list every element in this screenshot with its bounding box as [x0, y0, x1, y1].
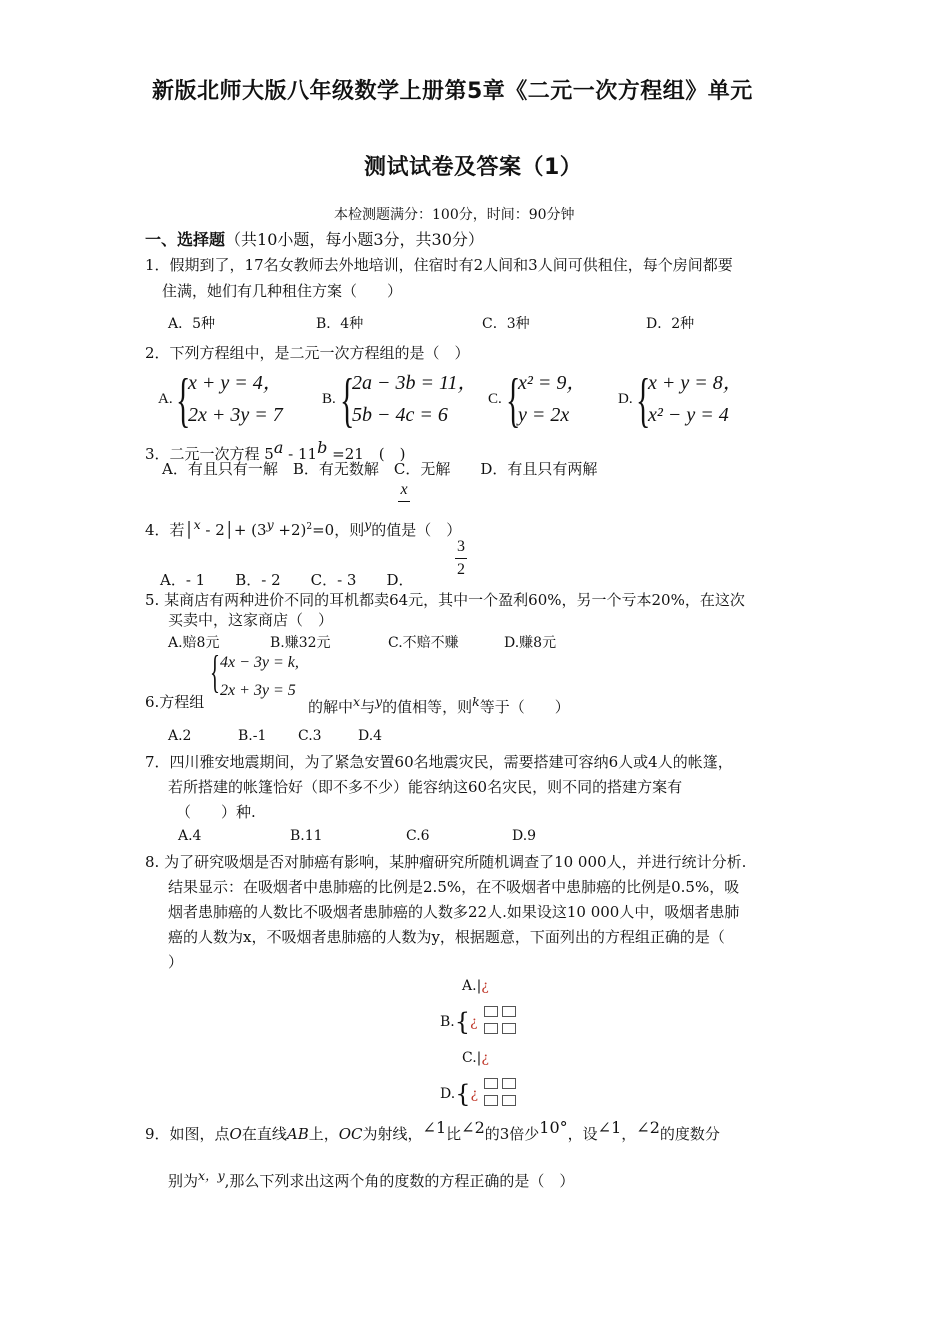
q7-option-a: A.4 — [178, 828, 202, 844]
q4-stem-a: 4．若│ — [145, 521, 194, 539]
q6-eq1: 4x − 3y = k, — [220, 654, 299, 671]
q9-text-a: 9．如图，点 — [145, 1125, 230, 1143]
q8-line1: 8. 为了研究吸烟是否对肺癌有影响，某肿瘤研究所随机调查了10 000人，并进行统计分析. — [145, 853, 747, 871]
q3-stem-text: 3．二元一次方程 5 — [145, 445, 274, 463]
q2-stem: 2．下列方程组中，是二元一次方程组的是（ ） — [145, 344, 470, 362]
q7-line3: （ ）种. — [176, 803, 256, 821]
q2-system-b-eq2: 5b − 4c = 6 — [352, 404, 448, 426]
q6-option-a: A.2 — [168, 728, 192, 744]
q9-angle1: ∠1 — [422, 1118, 447, 1137]
q9-line2 — [168, 1166, 574, 1191]
q6-eq2: 2x + 3y = 5 — [220, 682, 296, 699]
q9-text-d: 为射线， — [362, 1125, 423, 1143]
q6-option-d: D.4 — [358, 728, 383, 744]
doc-title-line1: 新版北师大版八年级数学上册第5章《二元一次方程组》单元 — [152, 79, 753, 104]
q9-ray-oc: OC — [338, 1125, 363, 1143]
q9-text-g: ，设 — [567, 1125, 598, 1143]
section-heading — [145, 227, 484, 250]
brace-icon: { — [506, 367, 521, 433]
brace-icon: | — [476, 978, 482, 994]
brace-icon: { — [176, 367, 191, 433]
q9-line1 — [145, 1118, 720, 1144]
q2-system-a-label: A. — [158, 391, 173, 407]
q8-option-b — [440, 1005, 518, 1039]
q1-line1: 1．假期到了，17名女教师去外地培训，住宿时有2人间和3人间可供租住，每个房间都要 — [145, 256, 733, 274]
q2-system-d-eq2: x² − y = 4 — [648, 404, 729, 426]
q1-option-d: D．2种 — [646, 316, 695, 332]
q6-stem — [308, 692, 570, 717]
q4-stem — [145, 515, 461, 540]
q6-option-c: C.3 — [298, 728, 322, 744]
q4-options: A．- 1 B．- 2 C．- 3 D． — [160, 571, 414, 589]
q7-line1: 7．四川雅安地震期间，为了紧急安置60名地震灾民，需要搭建可容纳6人或4人的帐篷， — [145, 753, 733, 771]
q2-system-a-eq1: x + y = 4， — [188, 372, 283, 394]
brace-icon: { — [454, 1008, 471, 1036]
missing-glyph-boxes — [482, 1077, 518, 1111]
q9-text-b: 在直线 — [241, 1125, 287, 1143]
section-title: 一、选择题 — [145, 230, 226, 249]
q1-line2: 住满，她们有几种租住方案（ ） — [162, 282, 403, 300]
q5-line2: 买卖中，这家商店（ ） — [168, 611, 334, 629]
q8-option-b-glyph: ¿ — [470, 1014, 478, 1030]
q6-option-b: B.-1 — [238, 728, 267, 744]
section-note: （共10小题，每小题3分，共30分） — [225, 230, 484, 249]
q6-mid2: 与 — [360, 698, 376, 716]
q4-stem-d: =0，则 — [312, 521, 365, 539]
q5-option-a: A.赔8元 — [168, 635, 220, 651]
q4-d-den: 2 — [457, 561, 465, 578]
doc-title-line2: 测试试卷及答案（1） — [364, 155, 583, 180]
brace-icon: | — [476, 1050, 482, 1066]
q4-fraction — [396, 481, 412, 504]
q7-line2: 若所搭建的帐篷恰好（即不多不少）能容纳这60名灾民，则不同的搭建方案有 — [168, 778, 683, 796]
q2-system-b-label: B. — [322, 391, 336, 407]
q8-option-d — [440, 1077, 518, 1111]
q9-text-c: 上， — [308, 1125, 339, 1143]
q9-text-j: ,那么下列求出这两个角的度数的方程正确的是（ ） — [224, 1172, 575, 1190]
q6-mid1: 的解中 — [308, 698, 354, 716]
q8-option-a — [462, 978, 489, 994]
q1-option-b: B．4种 — [316, 316, 364, 332]
q4-y: y — [266, 517, 274, 532]
fraction-bar — [398, 501, 410, 502]
missing-glyph-boxes — [482, 1005, 518, 1039]
brace-icon: { — [210, 646, 220, 697]
q8-line2: 结果显示：在吸烟者中患肺癌的比例是2.5%，在不吸烟者中患肺癌的比例是0.5%，吸 — [168, 878, 740, 896]
q8-line3: 烟者患肺癌的人数比不吸烟者患肺癌的人数多22人.如果设这10 000人中，吸烟者患肺 — [168, 903, 740, 921]
brace-icon: { — [636, 367, 651, 433]
fraction-bar — [455, 558, 467, 559]
q8-line4: 癌的人数为x，不吸烟者患肺癌的人数为y，根据题意，下面列出的方程组正确的是（ — [168, 928, 725, 946]
q4-sup: 2 — [306, 522, 313, 532]
q1-option-a: A．5种 — [168, 316, 216, 332]
q6-k: k — [472, 694, 480, 709]
doc-subtitle: 本检测题满分：100分，时间：90分钟 — [334, 207, 575, 223]
q9-text-f: 的3倍少 — [484, 1125, 540, 1143]
q8-option-c — [462, 1050, 489, 1066]
q9-text-h: 的度数分 — [659, 1125, 720, 1143]
q2-system-c — [488, 367, 616, 433]
q5-option-c: C.不赔不赚 — [388, 635, 459, 651]
q6-stem-prefix: 6.方程组 — [145, 693, 205, 711]
q8-option-b-label: B. — [440, 1014, 455, 1030]
q9-angle2: ∠2 — [461, 1118, 485, 1137]
q9-text-e: 比 — [446, 1125, 462, 1143]
q2-system-b-eq1: 2a − 3b = 11， — [352, 372, 478, 394]
q9-text-i: 别为 — [168, 1172, 199, 1190]
q9-angle1b: ∠1 — [597, 1118, 622, 1137]
q2-system-b — [322, 367, 480, 433]
q8-option-d-glyph: ¿ — [470, 1086, 478, 1102]
q4-stem-e: 的值是（ ） — [371, 521, 462, 539]
q2-system-c-eq1: x² = 9， — [518, 372, 587, 394]
q2-system-d — [618, 367, 766, 433]
q6-y: y — [375, 694, 383, 709]
q4-option-d-fraction — [453, 538, 469, 579]
q6-mid3: 的值相等，则 — [382, 698, 473, 716]
q8-option-c-label: C. — [462, 1050, 477, 1066]
q5-line1: 5. 某商店有两种进价不同的耳机都卖64元，其中一个盈利60%，另一个亏本20%，在这次 — [145, 591, 745, 609]
q8-option-c-glyph: ¿ — [481, 1050, 489, 1066]
q3-options: A．有且只有一解 B．有无数解 C．无解 D．有且只有两解 — [162, 460, 598, 478]
q8-line5: ） — [168, 953, 184, 971]
q1-option-c: C．3种 — [482, 316, 530, 332]
q9-line-ab: AB — [286, 1125, 309, 1143]
q8-option-a-glyph: ¿ — [481, 978, 489, 994]
q2-system-d-label: D. — [618, 391, 633, 407]
q9-comma: ， — [621, 1125, 637, 1143]
q3-tail: =21 ( ) — [327, 445, 406, 463]
q6-tail: 等于（ ） — [479, 698, 570, 716]
q4-frac-num: x — [400, 481, 408, 498]
q7-option-d: D.9 — [512, 828, 537, 844]
q2-system-c-label: C. — [488, 391, 502, 407]
q8-option-d-label: D. — [440, 1086, 456, 1102]
q6-system — [210, 646, 320, 703]
q9-degrees: 10° — [539, 1118, 568, 1137]
q4-d-num: 3 — [457, 538, 465, 555]
brace-icon: { — [455, 1080, 471, 1108]
q2-system-a-eq2: 2x + 3y = 7 — [188, 404, 283, 426]
q2-system-d-eq1: x + y = 8， — [648, 372, 743, 394]
q9-angle2b: ∠2 — [636, 1118, 660, 1137]
q4-x: x — [193, 517, 201, 532]
q2-system-c-eq2: y = 2x — [518, 404, 570, 426]
q6-x: x — [353, 694, 361, 709]
q3-var-b: b — [317, 438, 328, 457]
brace-icon: { — [340, 367, 355, 433]
q5-option-b: B.赚32元 — [270, 635, 331, 651]
q7-option-c: C.6 — [406, 828, 430, 844]
q4-frac-den: y — [364, 517, 372, 532]
q9-xy: x，y — [198, 1168, 225, 1183]
q4-stem-b: - 2│+ (3 — [200, 521, 267, 539]
q7-option-b: B.11 — [290, 828, 323, 844]
q4-stem-c: +2) — [273, 521, 307, 539]
q3-var-a: a — [273, 438, 284, 457]
q9-point-o: O — [229, 1125, 242, 1143]
q5-option-d: D.赚8元 — [504, 635, 557, 651]
q2-system-a — [158, 367, 316, 433]
q8-option-a-label: A. — [462, 978, 477, 994]
q3-mid: - 11 — [283, 445, 318, 463]
